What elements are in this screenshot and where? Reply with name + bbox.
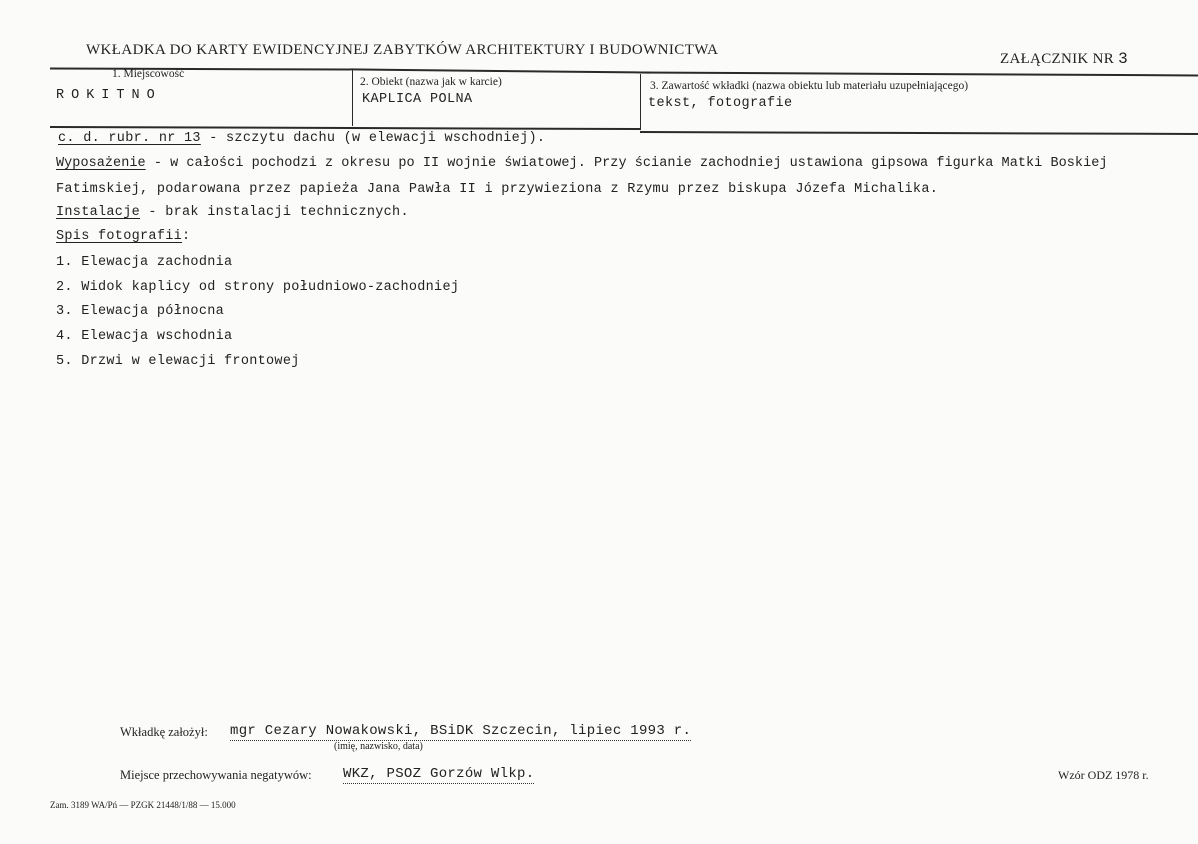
continuation-line [58,131,545,146]
equipment-text-1: - w całości pochodzi z okresu po II wojnie światowej. Przy ścianie zachodniej ustawiona gipsowa figurka Matki Boskiej [145,156,1108,171]
continuation-text: - szczytu dachu (w elewacji wschodniej). [200,131,546,146]
author-hint: (imię, nazwisko, data) [334,741,423,752]
header-bottom-rule-2 [640,131,1198,135]
header-top-rule [50,67,350,70]
header-bottom-rule [50,126,640,130]
header-top-rule-3 [640,72,1198,77]
form-title: WKŁADKA DO KARTY EWIDENCYJNEJ ZABYTKÓW ARCHITEKTURY I BUDOWNICTWA [86,42,719,58]
header-top-rule-2 [350,68,650,73]
continuation-label: c. d. rubr. nr 13 [58,131,201,146]
attachment-number: 3 [1118,50,1128,68]
object-label: 2. Obiekt (nazwa jak w karcie) [360,76,502,88]
attachment-label-text: ZAŁĄCZNIK NR [1000,51,1115,67]
header-divider-2 [640,74,641,130]
author-value: mgr Cezary Nowakowski, BSiDK Szczecin, lipiec 1993 r. [230,723,692,739]
location-value: ROKITNO [56,88,162,103]
object-value: KAPLICA POLNA [362,92,473,107]
photo-list-item: 1. Elewacja zachodnia [56,255,233,270]
photo-list-label: Spis fotografii [56,229,183,244]
header-divider-1 [352,70,353,126]
photo-list-item: 3. Elewacja północna [56,304,225,319]
installations-text: - brak instalacji technicznych. [140,205,409,220]
attachment-label [1000,50,1128,68]
author-label: Wkładkę założył: [120,725,208,739]
negatives-value: WKZ, PSOZ Gorzów Wlkp. [343,766,535,782]
equipment-text-2: Fatimskiej, podarowana przez papieża Jana Pawła II i przywieziona z Rzymu przez biskupa Józefa Michalika. [56,182,939,197]
photo-list-item: 5. Drzwi w elewacji frontowej [56,354,300,369]
photo-list-item: 2. Widok kaplicy od strony południowo-zachodniej [56,280,460,295]
location-label: 1. Miejscowość [112,68,185,80]
contents-label: 3. Zawartość wkładki (nazwa obiektu lub materiału uzupełniającego) [650,80,969,92]
installations-line [56,205,409,220]
equipment-label: Wyposażenie [56,156,146,171]
photo-list-heading [56,229,190,244]
template-label: Wzór ODZ 1978 r. [1058,768,1149,782]
equipment-line-1 [56,156,1108,171]
contents-value: tekst, fotografie [648,96,793,111]
photo-list-colon: : [182,229,191,244]
photo-list-item: 4. Elewacja wschodnia [56,329,233,344]
print-info: Zam. 3189 WA/Pń — PZGK 21448/1/88 — 15.000 [50,800,236,810]
equipment-line-2 [56,182,938,197]
installations-label: Instalacje [56,205,141,220]
negatives-label: Miejsce przechowywania negatywów: [120,768,312,782]
